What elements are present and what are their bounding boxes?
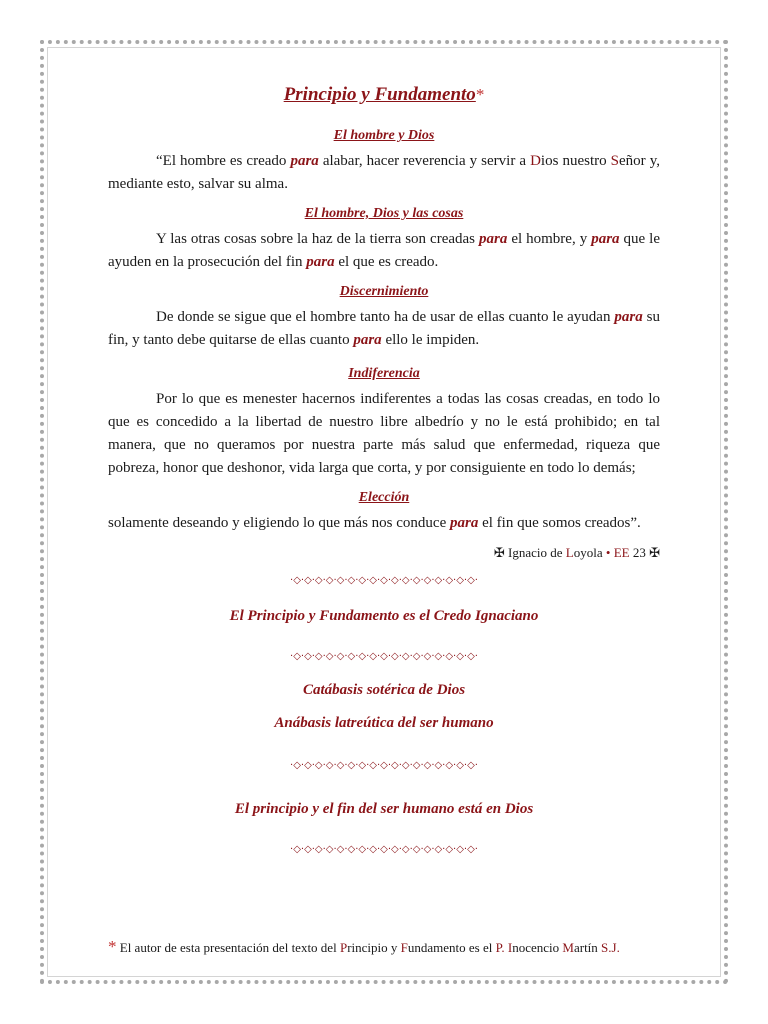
keyword-para: para [479, 231, 508, 247]
page-title: Principio y Fundamento* [283, 84, 485, 105]
heading-indiferencia: Indiferencia [348, 366, 420, 381]
paragraph-5: solamente deseando y eligiendo lo que más nos conduce para el fin que somos creados”. [108, 515, 641, 531]
statement-anabasis: Anábasis latreútica del ser humano [274, 715, 494, 731]
asterisk-icon: * [108, 937, 117, 956]
bullet-icon: • [605, 545, 611, 560]
keyword-para: para [353, 332, 382, 348]
keyword-para: para [591, 231, 620, 247]
paragraph-2: Y las otras cosas sobre la haz de la tierra son creadas para el hombre, y para que le ayuden en la prosecución del fin para el que es creado. [108, 231, 660, 270]
ornament-divider: ·◇·◇·◇·◇·◇·◇·◇·◇·◇·◇·◇·◇·◇·◇·◇·◇·◇· [290, 844, 478, 855]
ornament-divider: ·◇·◇·◇·◇·◇·◇·◇·◇·◇·◇·◇·◇·◇·◇·◇·◇·◇· [290, 760, 478, 771]
document-body [108, 84, 660, 867]
footnote-marker: * [475, 85, 485, 104]
cross-icon: ✠ [649, 545, 660, 560]
heading-discernimiento: Discernimiento [339, 284, 429, 299]
statement-principio-fin: El principio y el fin del ser humano está en Dios [234, 801, 534, 817]
ornament-divider: ·◇·◇·◇·◇·◇·◇·◇·◇·◇·◇·◇·◇·◇·◇·◇·◇·◇· [290, 575, 478, 586]
ornament-divider: ·◇·◇·◇·◇·◇·◇·◇·◇·◇·◇·◇·◇·◇·◇·◇·◇·◇· [290, 651, 478, 662]
cross-icon: ✠ [493, 545, 505, 560]
paragraph-3: De donde se sigue que el hombre tanto ha de usar de ellas cuanto le ayudan para su fin, y tanto debe quitarse de ellas cuanto para ello le impiden. [108, 309, 660, 348]
paragraph-1: “El hombre es creado para alabar, hacer reverencia y servir a Dios nuestro Señor y, mediante esto, salvar su alma. [108, 153, 660, 192]
statement-credo: El Principio y Fundamento es el Credo Ignaciano [229, 608, 539, 624]
keyword-para: para [306, 254, 335, 270]
heading-el-hombre-dios-cosas: El hombre, Dios y las cosas [304, 206, 464, 221]
keyword-para: para [450, 515, 479, 531]
keyword-para: para [290, 153, 319, 169]
paragraph-4: Por lo que es menester hacernos indiferentes a todas las cosas creadas, en todo lo que es concedido a la libertad de nuestro libre albedrío y no le está prohibido; en tal manera, que no queramos por nuestra parte más salud que enfermedad, riqueza que pobreza, honor que deshonor, vida larga que corta, y por consiguiente en todo lo demás; [108, 391, 660, 476]
heading-eleccion: Elección [358, 490, 410, 505]
heading-el-hombre-y-dios: El hombre y Dios [333, 128, 435, 143]
keyword-para: para [614, 309, 643, 325]
statement-catabasis: Catábasis sotérica de Dios [302, 682, 466, 698]
signature-ignacio-de-loyola: ✠ Ignacio de Loyola • EE 23 ✠ [493, 545, 660, 560]
footnote: * El autor de esta presentación del texto del Principio y Fundamento es el P. Inocencio Martín S.J. [108, 937, 620, 956]
